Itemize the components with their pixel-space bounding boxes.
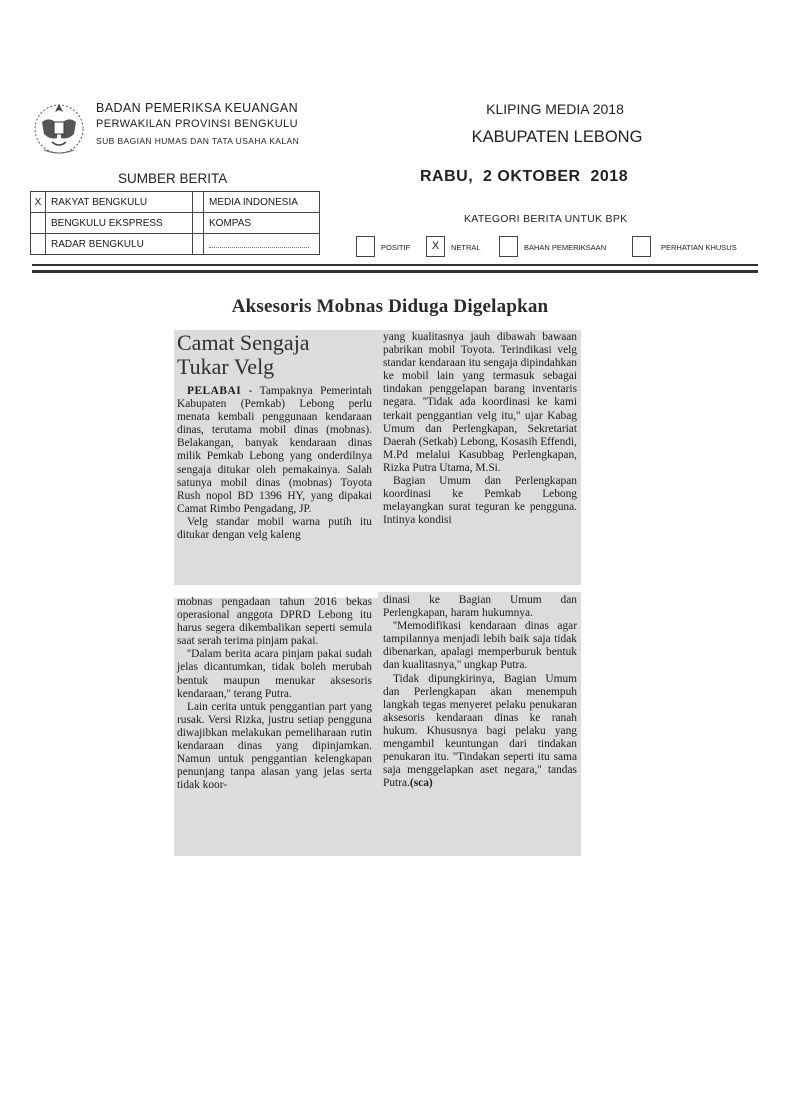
category-checkbox-netral[interactable]: X <box>426 236 445 257</box>
category-label: PERHATIAN KHUSUS <box>661 243 737 252</box>
source-mark <box>193 234 204 255</box>
article-paragraph: PELABAI - Tampaknya Pemerintah Kabupaten (Pemkab) Lebong perlu menata kembali penggunaan kendaraan dinas, terutama mobil dinas (mobnas). Belakangan, banyak kendaraan dinas milik Pemkab Lebong yang onderdilnya sengaja ditukar oleh pemakainya. Salah satunya mobil dinas (mobnas) Toyota Rush nopol BD 1396 HY, yang dipakai Camat Rimbo Pengadang, JP. <box>177 385 372 515</box>
category-title: KATEGORI BERITA UNTUK BPK <box>464 213 628 225</box>
article-subhead: Camat Sengaja <box>177 330 310 355</box>
org-subdivision: SUB BAGIAN HUMAS DAN TATA USAHA KALAN <box>96 136 300 146</box>
article-paragraph: Velg standar mobil warna putih itu ditukar dengan velg kaleng <box>177 515 372 542</box>
article-column <box>383 331 577 527</box>
article-signature: (sca) <box>409 777 433 790</box>
article-paragraph: dinasi ke Bagian Umum dan Perlengkapan, haram hukumnya. <box>383 594 577 620</box>
org-branch: PERWAKILAN PROVINSI BENGKULU <box>96 118 298 130</box>
article-column <box>383 594 577 790</box>
source-row <box>31 213 320 234</box>
source-table <box>30 191 320 255</box>
source-mark: X <box>31 192 46 213</box>
article-paragraph: ''Dalam berita acara pinjam pakai sudah jelas dicantumkan, tidak boleh merubah bentuk maupun menukar aksesoris kendaraan,'' terang Putra. <box>177 648 372 700</box>
source-name: RAKYAT BENGKULU <box>46 192 193 213</box>
article-column <box>177 331 372 542</box>
category-checkbox-bahan[interactable] <box>499 236 518 257</box>
article-column <box>177 596 372 792</box>
article-dateline: PELABAI <box>187 385 242 397</box>
source-title: SUMBER BERITA <box>118 171 228 186</box>
article-subhead: Tukar Velg <box>177 354 275 379</box>
source-row <box>31 234 320 255</box>
article-headline: Aksesoris Mobnas Diduga Digelapkan <box>231 296 549 317</box>
region-title: KABUPATEN LEBONG <box>471 128 643 146</box>
source-name: BENGKULU EKSPRESS <box>46 213 193 234</box>
article-paragraph: Bagian Umum dan Perlengkapan koordinasi ke Pemkab Lebong melayangkan surat teguran ke pengguna. Intinya kondisi <box>383 475 577 527</box>
article-paragraph: mobnas pengadaan tahun 2016 bekas operasional anggota DPRD Lebong itu harus segera dikembalikan seperti semula saat serah terima pinjam pakai. <box>177 596 372 648</box>
source-name: RADAR BENGKULU <box>46 234 193 255</box>
divider <box>32 270 758 273</box>
org-name: BADAN PEMERIKSA KEUANGAN <box>96 101 299 115</box>
article-paragraph: Tidak dipungkirinya, Bagian Umum dan Perlengkapan akan menempuh langkah tegas menyeret pelaku penukaran aksesoris kendaraan dinas ke ranah hukum. Khususnya bagi pelaku yang mengambil keuntungan dari tindakan penukaran itu. ''Tindakan seperti itu sama saja menggelapkan aset negara,'' tandas Putra.(sca) <box>383 672 577 790</box>
category-checkbox-positif[interactable] <box>356 236 375 257</box>
category-label: POSITIF <box>381 243 411 252</box>
source-mark <box>193 213 204 234</box>
source-mark <box>31 213 46 234</box>
article-paragraph: Lain cerita untuk penggantian part yang rusak. Versi Rizka, justru setiap pengguna diwajibkan melakukan pemeliharaan rutin kendaraan dinas yang dipinjamkan. Namun untuk penggantian kelengkapan penunjang tanpa alasan yang jelas serta tidak koor- <box>177 700 372 792</box>
category-checkbox-perhatian[interactable] <box>632 236 651 257</box>
source-name: MEDIA INDONESIA <box>204 192 320 213</box>
source-mark <box>193 192 204 213</box>
category-label: BAHAN PEMERIKSAAN <box>524 243 607 252</box>
article-paragraph: yang kualitasnya jauh dibawah bawaan pabrikan mobil Toyota. Terindikasi velg standar kendaraan itu sengaja dipindahkan ke mobil lain yang termasuk sebagai tindakan penggelapan barang inventaris negara. ''Tidak ada koordinasi ke kami terkait penggantian velg itu,'' ujar Kabag Umum dan Perlengkapan, Sekretariat Daerah (Setkab) Lebong, Kosasih Effendi, M.Pd melalui Kasubbag Perlengkapan, Rizka Putra Utama, M.Si. <box>383 331 578 474</box>
source-name: KOMPAS <box>204 213 320 234</box>
article-paragraph: ''Memodifikasi kendaraan dinas agar tampilannya menjadi lebih baik saja tidak dibenarkan, apalagi memperburuk bentuk dan kualitasnya,'' ungkap Putra. <box>383 620 577 672</box>
category-label: NETRAL <box>451 243 481 252</box>
source-mark <box>31 234 46 255</box>
divider <box>32 264 758 266</box>
source-blank <box>204 234 320 255</box>
publication-date: RABU, 2 OKTOBER 2018 <box>420 168 629 185</box>
kliping-title: KLIPING MEDIA 2018 <box>486 101 624 117</box>
bpk-logo <box>30 94 88 160</box>
source-row <box>31 192 320 213</box>
